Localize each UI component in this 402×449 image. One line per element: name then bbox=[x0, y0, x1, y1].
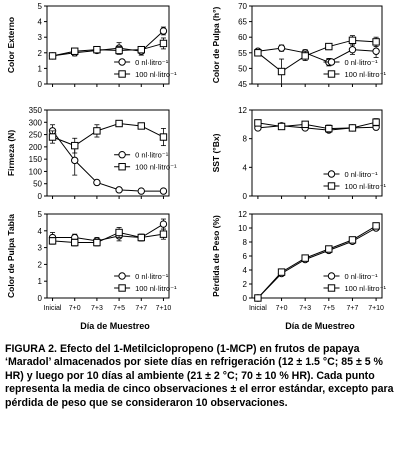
y-tick-label: 1 bbox=[37, 277, 42, 287]
legend bbox=[324, 58, 387, 79]
data-point bbox=[373, 119, 379, 125]
legend-marker bbox=[119, 273, 125, 279]
series-1 bbox=[49, 27, 166, 59]
legend bbox=[114, 58, 177, 79]
data-point bbox=[138, 123, 144, 129]
data-point bbox=[72, 239, 78, 245]
legend-label: 100 nl·litro⁻¹ bbox=[344, 70, 386, 79]
legend-label: 0 nl·litro⁻¹ bbox=[135, 58, 169, 67]
y-tick-label: 4 bbox=[242, 163, 247, 173]
legend-marker bbox=[328, 171, 334, 177]
legend-marker bbox=[119, 71, 125, 77]
data-point bbox=[116, 47, 122, 53]
y-tick-label: 2 bbox=[37, 260, 42, 270]
x-axis-title-right: Día de Muestreo bbox=[285, 321, 355, 331]
y-tick-label: 55 bbox=[238, 48, 247, 58]
series-1 bbox=[255, 123, 380, 134]
y-tick-label: 3 bbox=[37, 243, 42, 253]
x-tick-label: 7+5 bbox=[322, 305, 335, 312]
y-axis-label: Color de Pulpa Tabla bbox=[6, 214, 16, 298]
data-point bbox=[138, 46, 144, 52]
y-tick-label: 150 bbox=[28, 155, 42, 165]
series-line bbox=[53, 131, 164, 191]
y-tick-label: 0 bbox=[37, 192, 42, 201]
series-line bbox=[53, 224, 164, 241]
data-point bbox=[94, 46, 100, 52]
y-tick-label: 70 bbox=[238, 2, 247, 11]
y-tick-label: 200 bbox=[28, 142, 42, 152]
data-point bbox=[373, 39, 379, 45]
y-tick-label: 250 bbox=[28, 130, 42, 140]
legend-label: 100 nl·litro⁻¹ bbox=[135, 70, 177, 79]
y-tick-label: 4 bbox=[37, 17, 42, 27]
y-tick-label: 100 bbox=[28, 167, 42, 177]
data-point bbox=[116, 120, 122, 126]
legend-label: 100 nl·litro⁻¹ bbox=[344, 284, 386, 293]
y-tick-label: 5 bbox=[37, 2, 42, 11]
legend bbox=[324, 272, 387, 293]
y-tick-label: 3 bbox=[37, 33, 42, 43]
x-tick-label: 7+3 bbox=[90, 305, 103, 312]
chart-panel-3 bbox=[6, 106, 177, 201]
data-point bbox=[72, 48, 78, 54]
x-tick-label: 7+3 bbox=[299, 305, 312, 312]
data-point bbox=[349, 237, 355, 243]
y-tick-label: 2 bbox=[242, 280, 247, 289]
data-point bbox=[49, 53, 55, 59]
y-tick-label: 6 bbox=[242, 252, 247, 261]
y-tick-label: 8 bbox=[242, 238, 247, 247]
legend-marker bbox=[328, 285, 334, 291]
y-tick-label: 5 bbox=[37, 210, 42, 219]
x-tick-label: Inicial bbox=[43, 305, 62, 312]
data-point bbox=[49, 238, 55, 244]
data-point bbox=[349, 46, 355, 52]
y-tick-label: 12 bbox=[238, 210, 247, 219]
legend-label: 0 nl·litro⁻¹ bbox=[344, 170, 378, 179]
data-point bbox=[373, 48, 379, 54]
y-axis-label: Color Externo bbox=[6, 16, 16, 74]
legend-label: 0 nl·litro⁻¹ bbox=[344, 272, 378, 281]
data-point bbox=[278, 68, 284, 74]
data-point bbox=[302, 255, 308, 261]
data-point bbox=[302, 53, 308, 59]
series-2 bbox=[49, 120, 166, 153]
x-tick-label: 7+0 bbox=[68, 305, 81, 312]
y-tick-label: 0 bbox=[37, 80, 42, 89]
y-tick-label: 45 bbox=[238, 80, 247, 89]
y-tick-label: 0 bbox=[242, 294, 247, 303]
series-1 bbox=[49, 219, 166, 244]
y-tick-label: 300 bbox=[28, 118, 42, 128]
data-point bbox=[255, 120, 261, 126]
y-tick-label: 1 bbox=[37, 64, 42, 74]
data-point bbox=[326, 125, 332, 131]
data-point bbox=[160, 40, 166, 46]
series-2 bbox=[49, 38, 166, 59]
x-axis-title-left: Día de Muestreo bbox=[80, 321, 150, 331]
legend-marker bbox=[119, 59, 125, 65]
data-point bbox=[138, 234, 144, 240]
data-point bbox=[49, 134, 55, 140]
data-point bbox=[349, 37, 355, 43]
caption-text: Efecto del 1-Metilciclopropeno (1-MCP) en frutos de papaya ‘Maradol’ almacenados por siete días en refrigeración (12 ± 1.5 °C; 85 ± 5 % HR) y luego por 10 días al ambiente (21 ± 2 °C; 70 ± 10 % HR). Cada punto representa la media de cinco observaciones ± el error estándar, excepto para pérdida de peso que se consideraron 10 observaciones. bbox=[5, 343, 394, 409]
data-point bbox=[94, 179, 100, 185]
y-tick-label: 4 bbox=[242, 266, 247, 275]
y-tick-label: 8 bbox=[242, 134, 247, 144]
x-tick-label: 7+10 bbox=[155, 305, 172, 312]
legend bbox=[114, 272, 177, 293]
y-tick-label: 12 bbox=[238, 106, 247, 115]
data-point bbox=[255, 50, 261, 56]
data-point bbox=[94, 239, 100, 245]
y-tick-label: 0 bbox=[37, 294, 42, 303]
y-tick-label: 50 bbox=[33, 179, 42, 189]
series-2 bbox=[49, 227, 166, 245]
legend-marker bbox=[119, 152, 125, 158]
chart-panel-2 bbox=[211, 2, 386, 89]
legend bbox=[114, 151, 177, 172]
caption-label: FIGURA 2. bbox=[5, 343, 57, 355]
y-tick-label: 50 bbox=[238, 64, 247, 74]
x-tick-label: 7+5 bbox=[113, 305, 126, 312]
y-tick-label: 2 bbox=[37, 48, 42, 58]
data-point bbox=[72, 157, 78, 163]
chart-panel-6 bbox=[211, 210, 386, 312]
y-axis-label: Pérdida de Peso (%) bbox=[211, 215, 221, 297]
y-tick-label: 65 bbox=[238, 17, 247, 27]
x-tick-label: 7+7 bbox=[346, 305, 359, 312]
data-point bbox=[116, 187, 122, 193]
legend-marker bbox=[119, 285, 125, 291]
legend-label: 100 nl·litro⁻¹ bbox=[135, 162, 177, 172]
data-point bbox=[278, 269, 284, 275]
legend-marker bbox=[328, 71, 334, 77]
data-point bbox=[138, 188, 144, 194]
data-point bbox=[373, 223, 379, 229]
y-tick-label: 0 bbox=[242, 192, 247, 201]
data-point bbox=[160, 28, 166, 34]
data-point bbox=[160, 188, 166, 194]
data-point bbox=[72, 142, 78, 148]
data-point bbox=[278, 45, 284, 51]
y-tick-label: 4 bbox=[37, 226, 42, 236]
data-point bbox=[116, 229, 122, 235]
legend-label: 0 nl·litro⁻¹ bbox=[344, 58, 378, 67]
data-point bbox=[326, 246, 332, 252]
data-point bbox=[326, 43, 332, 49]
y-tick-label: 60 bbox=[238, 33, 247, 43]
legend-label: 100 nl·litro⁻¹ bbox=[344, 182, 386, 191]
series-line bbox=[53, 124, 164, 146]
data-point bbox=[255, 295, 261, 301]
legend bbox=[324, 170, 387, 191]
chart-panel-1 bbox=[6, 2, 177, 89]
data-point bbox=[160, 221, 166, 227]
data-point bbox=[160, 134, 166, 140]
chart-panel-4 bbox=[211, 106, 386, 201]
legend-label: 0 nl·litro⁻¹ bbox=[135, 272, 169, 281]
x-tick-label: 7+7 bbox=[135, 305, 148, 312]
data-point bbox=[278, 123, 284, 129]
x-tick-label: 7+10 bbox=[368, 305, 384, 312]
figure-caption bbox=[5, 343, 397, 410]
series-2 bbox=[255, 119, 380, 133]
legend-marker bbox=[328, 59, 334, 65]
legend-label: 0 nl·litro⁻¹ bbox=[135, 150, 169, 160]
legend-label: 100 nl·litro⁻¹ bbox=[135, 284, 177, 293]
y-tick-label: 350 bbox=[28, 106, 42, 115]
y-axis-label: SST (°Bx) bbox=[211, 133, 221, 173]
data-point bbox=[302, 121, 308, 127]
x-tick-label: Inicial bbox=[248, 305, 267, 312]
data-point bbox=[94, 128, 100, 134]
y-axis-label: Firmeza (N) bbox=[6, 129, 16, 177]
y-tick-label: 10 bbox=[238, 224, 247, 233]
chart-panel-5 bbox=[6, 210, 177, 312]
legend-marker bbox=[328, 183, 334, 189]
legend-marker bbox=[328, 273, 334, 279]
y-axis-label: Color de Pulpa (h°) bbox=[211, 6, 221, 84]
legend-marker bbox=[119, 164, 125, 170]
x-tick-label: 7+0 bbox=[275, 305, 288, 312]
data-point bbox=[160, 231, 166, 237]
data-point bbox=[349, 125, 355, 131]
